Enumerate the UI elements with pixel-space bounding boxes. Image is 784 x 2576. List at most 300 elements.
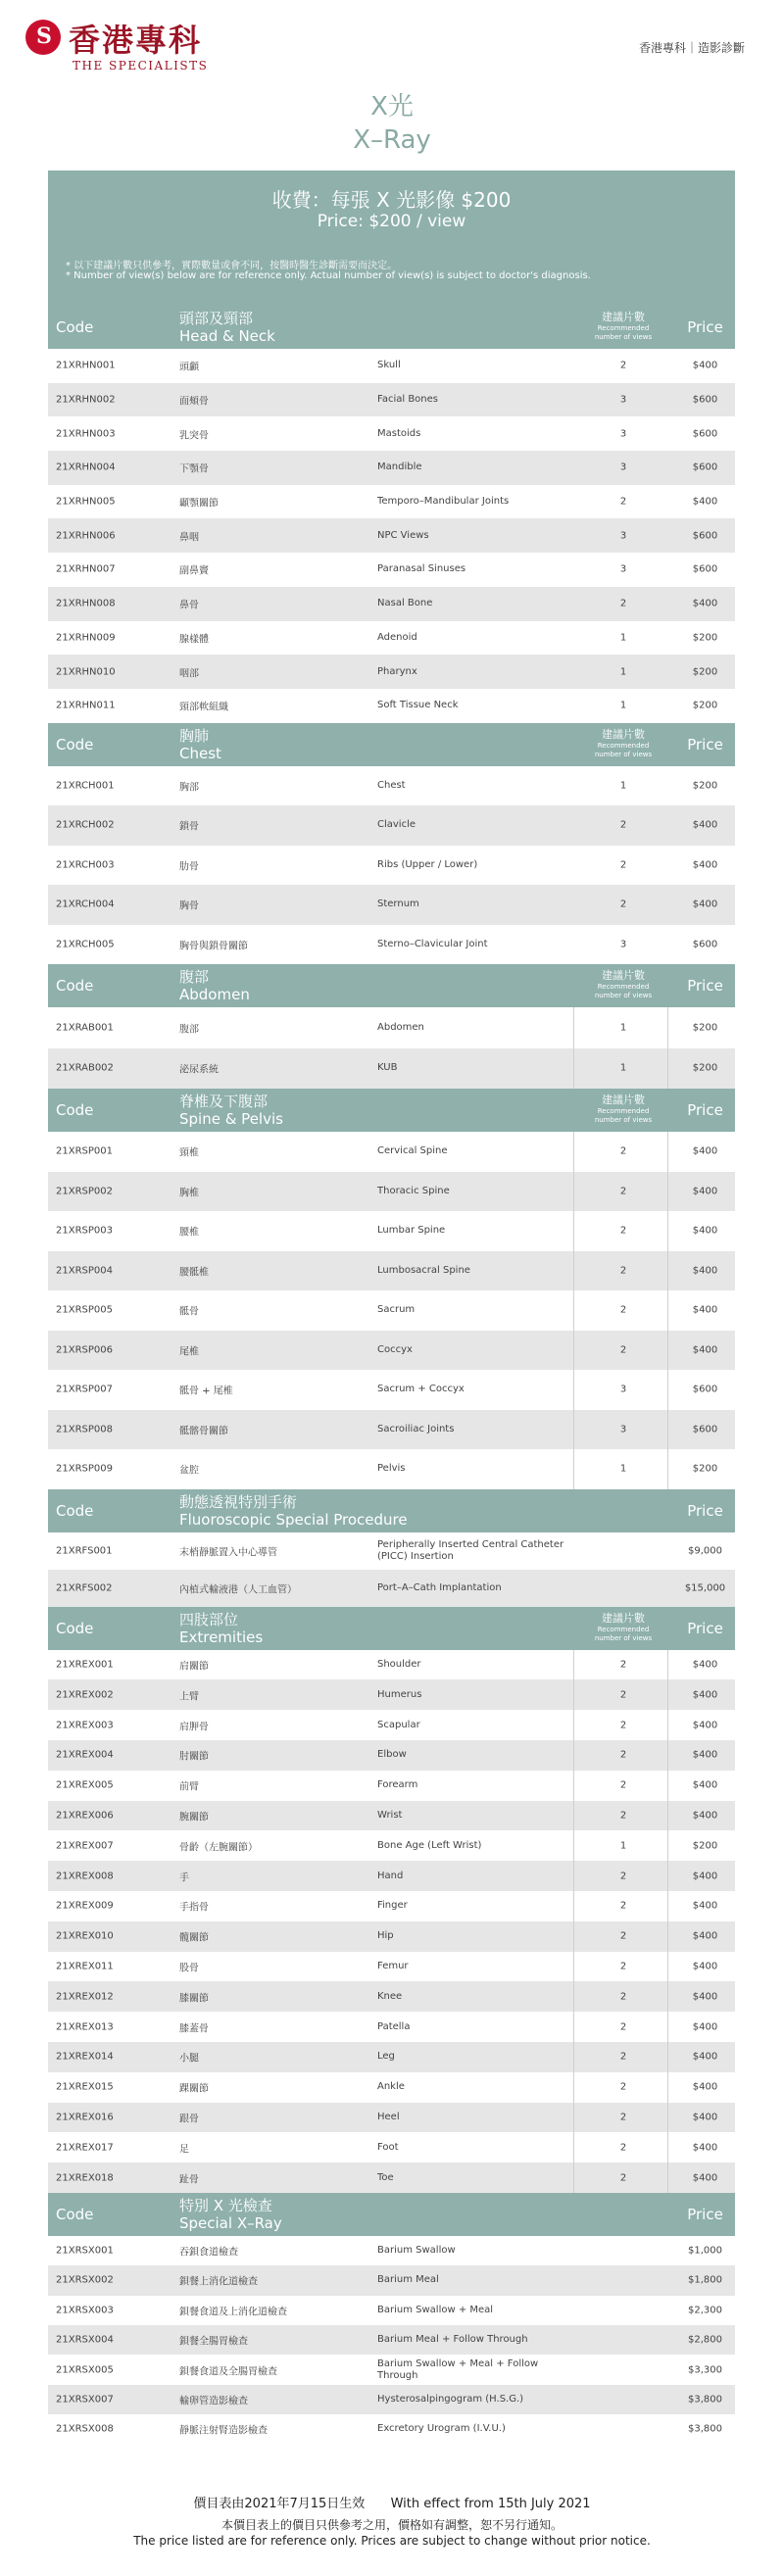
section-title-english: Head & Neck	[179, 327, 275, 345]
recommended-views: 3	[619, 1424, 627, 1435]
item-name-english: Excretory Urogram (I.V.U.)	[377, 2423, 506, 2435]
item-code: 21XREX014	[56, 2051, 114, 2063]
table-row	[48, 2296, 735, 2325]
recommended-views-label-english-1: Recommended	[597, 1625, 650, 1633]
price-column-header: Price	[687, 318, 723, 336]
item-name-chinese: 髖關節	[179, 1932, 209, 1944]
table-row	[48, 2042, 735, 2072]
item-code: 21XREX008	[56, 1871, 114, 1882]
item-code: 21XREX011	[56, 1961, 114, 1972]
item-name-english: Port–A–Cath Implantation	[377, 1581, 502, 1593]
item-name-english: Ribs (Upper / Lower)	[377, 858, 478, 870]
item-price: $400	[692, 899, 718, 910]
section-title-chinese: 四肢部位	[179, 1610, 239, 1628]
item-price: $400	[692, 1186, 718, 1197]
recommended-views-label-chinese: 建議片數	[602, 727, 645, 741]
item-price: $200	[692, 1022, 718, 1034]
table-row	[48, 1007, 735, 1048]
recommended-views: 2	[619, 1186, 627, 1197]
table-row	[48, 925, 735, 965]
section-title-english: Abdomen	[179, 986, 250, 1004]
item-name-chinese: 跟骨	[179, 2114, 199, 2125]
table-row	[48, 1981, 735, 2012]
item-name-english: Lumbar Spine	[377, 1225, 446, 1237]
item-price: $400	[692, 1961, 718, 1972]
recommended-views: 2	[619, 1810, 627, 1822]
table-row	[48, 621, 735, 656]
table-row	[48, 689, 735, 723]
effective-date	[0, 2493, 784, 2511]
item-name-chinese: 腰骶椎	[179, 1267, 209, 1279]
item-code: 21XREX018	[56, 2172, 114, 2183]
item-code: 21XREX015	[56, 2081, 114, 2093]
item-name-english: Hand	[377, 1870, 404, 1881]
item-name-chinese: 骶骨 + 尾椎	[179, 1385, 233, 1397]
recommended-views-header	[579, 967, 667, 1000]
item-name-english: Peripherally Inserted Central Catheter (PICC) Insertion	[377, 1538, 564, 1562]
table-row	[48, 805, 735, 846]
item-name-english: Sacroiliac Joints	[377, 1423, 455, 1434]
item-name-english: Femur	[377, 1960, 409, 1971]
item-name-chinese: 腕關節	[179, 1812, 209, 1823]
disclaimer-chinese: 本價目表上的價目只供參考之用，價格如有調整，恕不另行通知。	[220, 2518, 563, 2532]
item-name-english: Soft Tissue Neck	[377, 700, 459, 711]
item-code: 21XREX007	[56, 1840, 114, 1852]
item-code: 21XRHN011	[56, 700, 116, 711]
section-header	[48, 1607, 735, 1650]
item-name-chinese: 鋇餐食道及全腸胃檢查	[179, 2366, 277, 2378]
recommended-views: 2	[619, 1304, 627, 1316]
breadcrumb[interactable]: 香港專科｜造影診斷	[638, 41, 745, 55]
item-price: $400	[692, 360, 718, 371]
item-price: $200	[692, 666, 718, 678]
item-name-chinese: 小腿	[179, 2053, 199, 2065]
table-row	[48, 1891, 735, 1921]
item-name-english: Thoracic Spine	[377, 1185, 450, 1196]
item-price: $2,300	[688, 2305, 722, 2316]
table-row	[48, 1771, 735, 1801]
item-code: 21XRSX004	[56, 2334, 114, 2346]
item-code: 21XREX002	[56, 1689, 114, 1701]
item-name-chinese: 前臂	[179, 1781, 199, 1793]
recommended-views: 2	[619, 2142, 627, 2154]
item-name-english: Mastoids	[377, 427, 421, 439]
item-price: $400	[692, 1779, 718, 1791]
recommended-views-label-chinese: 建議片數	[602, 311, 645, 323]
item-name-english: Elbow	[377, 1749, 407, 1761]
item-name-chinese: 胸部	[179, 782, 199, 794]
item-name-english: KUB	[377, 1062, 398, 1074]
item-price: $400	[692, 1689, 718, 1701]
item-code: 21XRSX005	[56, 2364, 114, 2376]
item-price: $200	[692, 700, 718, 711]
table-row	[48, 1449, 735, 1489]
item-name-english: Barium Swallow	[377, 2245, 456, 2257]
table-row	[48, 2236, 735, 2265]
recommended-views-label-english-1: Recommended	[597, 324, 650, 332]
recommended-views-label-english-2: number of views	[594, 333, 653, 341]
logo-chinese-name[interactable]: 香港專科	[69, 22, 203, 59]
table-row	[48, 1801, 735, 1831]
item-price: $400	[692, 1659, 718, 1671]
recommended-views: 2	[619, 496, 627, 508]
item-name-english: Wrist	[377, 1809, 403, 1821]
item-name-chinese: 腰椎	[179, 1227, 199, 1239]
item-code: 21XRHN008	[56, 598, 116, 609]
item-name-english: Clavicle	[377, 819, 416, 831]
item-code: 21XREX013	[56, 2021, 114, 2033]
item-name-chinese: 顳顎關節	[179, 498, 219, 510]
fee-note-chinese: * 以下建議片數只供參考，實際數量或會不同，按醫時醫生診斷需要而決定。	[66, 261, 398, 271]
item-price: $600	[692, 428, 718, 440]
item-name-chinese: 尾椎	[179, 1346, 199, 1358]
item-name-english: Foot	[377, 2141, 399, 2153]
item-price: $400	[692, 1344, 718, 1356]
recommended-views-header	[579, 1092, 667, 1125]
item-name-chinese: 手指骨	[179, 1902, 209, 1914]
item-code: 21XRHN003	[56, 428, 116, 440]
item-code: 21XREX009	[56, 1900, 114, 1912]
item-name-english: Hysterosalpingogram (H.S.G.)	[377, 2394, 524, 2406]
item-name-chinese: 末梢靜脈置入中心導管	[179, 1547, 277, 1559]
recommended-views: 2	[619, 2081, 627, 2093]
table-row	[48, 2325, 735, 2355]
item-name-chinese: 鋇餐上消化道檢查	[179, 2276, 258, 2288]
recommended-views-label-english-2: number of views	[594, 750, 653, 758]
table-row	[48, 2012, 735, 2042]
item-name-english: Shoulder	[377, 1658, 421, 1670]
item-code: 21XRSP003	[56, 1225, 113, 1237]
code-column-header: Code	[56, 1619, 94, 1637]
item-name-english: Paranasal Sinuses	[377, 563, 466, 575]
recommended-views: 2	[619, 1749, 627, 1761]
item-name-english: Heel	[377, 2111, 400, 2122]
item-code: 21XRHN002	[56, 394, 116, 406]
recommended-views: 2	[619, 1659, 627, 1671]
item-name-chinese: 副鼻竇	[179, 565, 209, 577]
item-name-english: Coccyx	[377, 1343, 413, 1355]
recommended-views: 2	[619, 1900, 627, 1912]
item-name-english: Leg	[377, 2051, 395, 2063]
table-row	[48, 1172, 735, 1212]
item-price: $400	[692, 1871, 718, 1882]
item-price: $400	[692, 1810, 718, 1822]
code-column-header: Code	[56, 2205, 94, 2223]
recommended-views: 1	[619, 780, 627, 792]
item-price: $200	[692, 1062, 718, 1074]
table-row	[48, 416, 735, 451]
table-row	[48, 451, 735, 485]
item-price: $400	[692, 2142, 718, 2154]
item-code: 21XRFS002	[56, 1582, 113, 1594]
item-code: 21XREX010	[56, 1930, 114, 1942]
recommended-views-label-chinese: 建議片數	[602, 1094, 645, 1107]
item-name-english: Facial Bones	[377, 394, 439, 406]
item-price: $600	[692, 939, 718, 950]
item-price: $400	[692, 2051, 718, 2063]
recommended-views: 3	[619, 394, 627, 406]
table-row	[48, 1921, 735, 1952]
item-price: $400	[692, 598, 718, 609]
item-price: $400	[692, 2081, 718, 2093]
recommended-views: 2	[619, 1930, 627, 1942]
item-name-chinese: 足	[179, 2144, 189, 2156]
table-row	[48, 1532, 735, 1570]
item-name-chinese: 鼻骨	[179, 600, 199, 611]
section-title-english: Special X–Ray	[179, 2213, 282, 2232]
item-price: $200	[692, 632, 718, 644]
recommended-views: 2	[619, 1225, 627, 1237]
specialists-logo-icon[interactable]	[25, 20, 61, 55]
recommended-views: 2	[619, 1991, 627, 2003]
item-code: 21XRSP001	[56, 1145, 113, 1157]
item-name-chinese: 頸椎	[179, 1147, 199, 1159]
recommended-views: 3	[619, 563, 627, 575]
recommended-views: 1	[619, 666, 627, 678]
table-row	[48, 2414, 735, 2444]
section-title-chinese: 特別 X 光檢查	[179, 2196, 272, 2214]
item-code: 21XRCH003	[56, 859, 115, 871]
recommended-views: 3	[619, 939, 627, 950]
item-price: $400	[692, 1304, 718, 1316]
table-row	[48, 885, 735, 925]
item-name-chinese: 咽部	[179, 668, 199, 680]
recommended-views: 1	[619, 700, 627, 711]
item-price: $200	[692, 1840, 718, 1852]
section-header	[48, 2193, 735, 2236]
item-code: 21XRSX003	[56, 2305, 114, 2316]
item-price: $200	[692, 780, 718, 792]
recommended-views: 1	[619, 1062, 627, 1074]
table-row	[48, 1370, 735, 1410]
item-price: $400	[692, 1900, 718, 1912]
item-name-chinese: 胸骨	[179, 900, 199, 912]
item-name-english: Sacrum	[377, 1304, 416, 1316]
section-title-english: Fluoroscopic Special Procedure	[179, 1510, 408, 1529]
fee-chinese: 收費：每張 X 光影像 $200	[271, 188, 512, 212]
price-column-header: Price	[687, 735, 723, 753]
item-name-english: NPC Views	[377, 529, 429, 541]
recommended-views: 1	[619, 632, 627, 644]
item-price: $600	[692, 530, 718, 542]
item-name-english: Barium Meal + Follow Through	[377, 2334, 528, 2346]
item-name-english: Abdomen	[377, 1021, 424, 1033]
disclaimer-english: The price listed are for reference only. Prices are subject to change without prior notice.	[133, 2534, 651, 2548]
item-price: $400	[692, 859, 718, 871]
item-name-chinese: 肘關節	[179, 1751, 209, 1763]
item-name-chinese: 內植式輸液港（人工血管）	[179, 1584, 297, 1596]
item-code: 21XREX016	[56, 2112, 114, 2123]
item-name-chinese: 腺樣體	[179, 634, 209, 646]
item-name-chinese: 下顎骨	[179, 463, 209, 475]
table-row	[48, 1251, 735, 1291]
recommended-views: 2	[619, 598, 627, 609]
item-price: $200	[692, 1463, 718, 1475]
recommended-views: 3	[619, 462, 627, 473]
effective-date-chinese: 價目表由2021年7月15日生效	[193, 2497, 366, 2511]
item-name-chinese: 肩胛骨	[179, 1722, 209, 1733]
item-name-chinese: 泌尿系統	[179, 1064, 219, 1076]
table-row	[48, 846, 735, 886]
item-code: 21XRAB002	[56, 1062, 114, 1074]
item-name-chinese: 鋇餐食道及上消化道檢查	[179, 2307, 287, 2318]
table-row	[48, 349, 735, 383]
table-row	[48, 1048, 735, 1090]
item-code: 21XRFS001	[56, 1545, 113, 1557]
recommended-views: 2	[619, 1871, 627, 1882]
item-name-chinese: 盆腔	[179, 1465, 199, 1477]
item-name-chinese: 手	[179, 1872, 189, 1884]
item-name-chinese: 上臂	[179, 1691, 199, 1703]
item-name-english: Cervical Spine	[377, 1145, 448, 1157]
section-header	[48, 964, 735, 1007]
logo-english-name[interactable]: THE SPECIALISTS	[73, 59, 209, 73]
item-name-chinese: 鋇餐全腸胃檢查	[179, 2336, 248, 2348]
item-name-english: Chest	[377, 779, 406, 791]
item-code: 21XRHN006	[56, 530, 116, 542]
item-price: $3,800	[688, 2394, 722, 2406]
recommended-views-header	[579, 1610, 667, 1643]
table-row	[48, 2355, 735, 2384]
item-name-chinese: 面頰骨	[179, 396, 209, 408]
recommended-views: 2	[619, 360, 627, 371]
recommended-views-label-chinese: 建議片數	[602, 1611, 645, 1625]
item-code: 21XRSX001	[56, 2245, 114, 2257]
item-name-english: Forearm	[377, 1779, 418, 1791]
item-price: $600	[692, 1424, 718, 1435]
item-code: 21XRSX008	[56, 2423, 114, 2435]
item-name-chinese: 乳突骨	[179, 430, 209, 442]
item-name-english: Scapular	[377, 1719, 420, 1730]
item-name-english: Skull	[377, 360, 401, 371]
table-row	[48, 1650, 735, 1680]
item-name-chinese: 頸部軟組織	[179, 702, 228, 713]
page-title-english: X–Ray	[353, 125, 431, 155]
table-row	[48, 766, 735, 806]
recommended-views: 2	[619, 1720, 627, 1731]
item-code: 21XRCH005	[56, 939, 115, 950]
section-title-english: Chest	[179, 744, 221, 762]
recommended-views-label-english-2: number of views	[594, 1633, 653, 1642]
item-name-english: Bone Age (Left Wrist)	[377, 1839, 482, 1851]
item-code: 21XRHN004	[56, 462, 116, 473]
item-code: 21XRHN010	[56, 666, 116, 678]
table-row	[48, 587, 735, 621]
item-code: 21XREX003	[56, 1720, 114, 1731]
table-row	[48, 1679, 735, 1710]
code-column-header: Code	[56, 1501, 94, 1520]
item-price: $400	[692, 1145, 718, 1157]
item-name-chinese: 踝關節	[179, 2083, 209, 2095]
section-header	[48, 306, 735, 349]
section-title-english: Extremities	[179, 1628, 264, 1646]
table-row	[48, 2103, 735, 2133]
item-name-chinese: 胸骨與鎖骨關節	[179, 941, 248, 952]
recommended-views: 2	[619, 1961, 627, 1972]
item-code: 21XRSP002	[56, 1186, 113, 1197]
table-row	[48, 1410, 735, 1450]
item-price: $400	[692, 1720, 718, 1731]
item-name-chinese: 肩關節	[179, 1661, 209, 1673]
item-price: $400	[692, 496, 718, 508]
recommended-views: 3	[619, 428, 627, 440]
item-price: $400	[692, 1265, 718, 1277]
item-code: 21XRSP007	[56, 1384, 113, 1395]
item-code: 21XRHN009	[56, 632, 116, 644]
recommended-views-header	[579, 309, 667, 342]
item-name-english: Humerus	[377, 1688, 422, 1700]
table-row	[48, 1132, 735, 1172]
item-name-chinese: 骶骨	[179, 1306, 199, 1318]
recommended-views: 2	[619, 899, 627, 910]
item-price: $400	[692, 1749, 718, 1761]
item-name-english: Patella	[377, 2020, 411, 2032]
table-row	[48, 485, 735, 519]
item-name-chinese: 肋骨	[179, 861, 199, 873]
table-row	[48, 1710, 735, 1740]
item-price: $3,300	[688, 2364, 722, 2376]
item-name-chinese: 膝蓋骨	[179, 2023, 209, 2035]
section-header	[48, 723, 735, 766]
item-name-english: Nasal Bone	[377, 598, 433, 609]
item-name-english: Sterno–Clavicular Joint	[377, 938, 488, 949]
item-name-chinese: 股骨	[179, 1963, 199, 1974]
item-code: 21XRSP008	[56, 1424, 113, 1435]
item-code: 21XRHN005	[56, 496, 116, 508]
table-row	[48, 2132, 735, 2163]
item-name-chinese: 靜脈注射腎造影檢查	[179, 2425, 268, 2437]
item-price: $600	[692, 1384, 718, 1395]
recommended-views: 2	[619, 1344, 627, 1356]
price-column-header: Price	[687, 2205, 723, 2223]
item-code: 21XREX017	[56, 2142, 114, 2154]
item-code: 21XRAB001	[56, 1022, 114, 1034]
item-code: 21XREX001	[56, 1659, 114, 1671]
item-price: $1,800	[688, 2274, 722, 2286]
item-name-english: Sternum	[377, 899, 419, 910]
item-price: $600	[692, 462, 718, 473]
section-title-chinese: 動態透視特別手術	[179, 1492, 298, 1511]
item-code: 21XRCH002	[56, 819, 115, 831]
fee-banner	[48, 170, 735, 306]
code-column-header: Code	[56, 977, 94, 996]
item-name-english: Barium Meal	[377, 2274, 439, 2286]
price-list	[48, 170, 735, 2445]
item-price: $400	[692, 819, 718, 831]
item-code: 21XRSP009	[56, 1463, 113, 1475]
item-name-english: Mandible	[377, 462, 422, 473]
item-price: $400	[692, 2021, 718, 2033]
item-name-chinese: 胸椎	[179, 1188, 199, 1199]
item-price: $9,000	[688, 1545, 722, 1557]
price-column-header: Price	[687, 1101, 723, 1120]
item-name-chinese: 鼻咽	[179, 532, 199, 544]
item-name-english: Barium Swallow + Meal + Follow Through	[377, 2357, 539, 2381]
fee-english: Price: $200 / view	[317, 212, 466, 231]
item-name-english: Finger	[377, 1900, 408, 1912]
item-name-chinese: 趾骨	[179, 2174, 199, 2185]
item-name-english: Ankle	[377, 2081, 405, 2093]
fee-note-english: * Number of view(s) below are for reference only. Actual number of view(s) is subject to doctor's diagnosis.	[66, 270, 591, 281]
recommended-views-label-chinese: 建議片數	[602, 969, 645, 983]
item-code: 21XREX005	[56, 1779, 114, 1791]
item-name-chinese: 骨齡（左腕關節）	[179, 1842, 258, 1854]
recommended-views: 2	[619, 859, 627, 871]
table-row	[48, 1211, 735, 1251]
recommended-views: 2	[619, 2021, 627, 2033]
item-name-english: Pharynx	[377, 665, 417, 677]
recommended-views-label-english-2: number of views	[594, 992, 653, 1000]
